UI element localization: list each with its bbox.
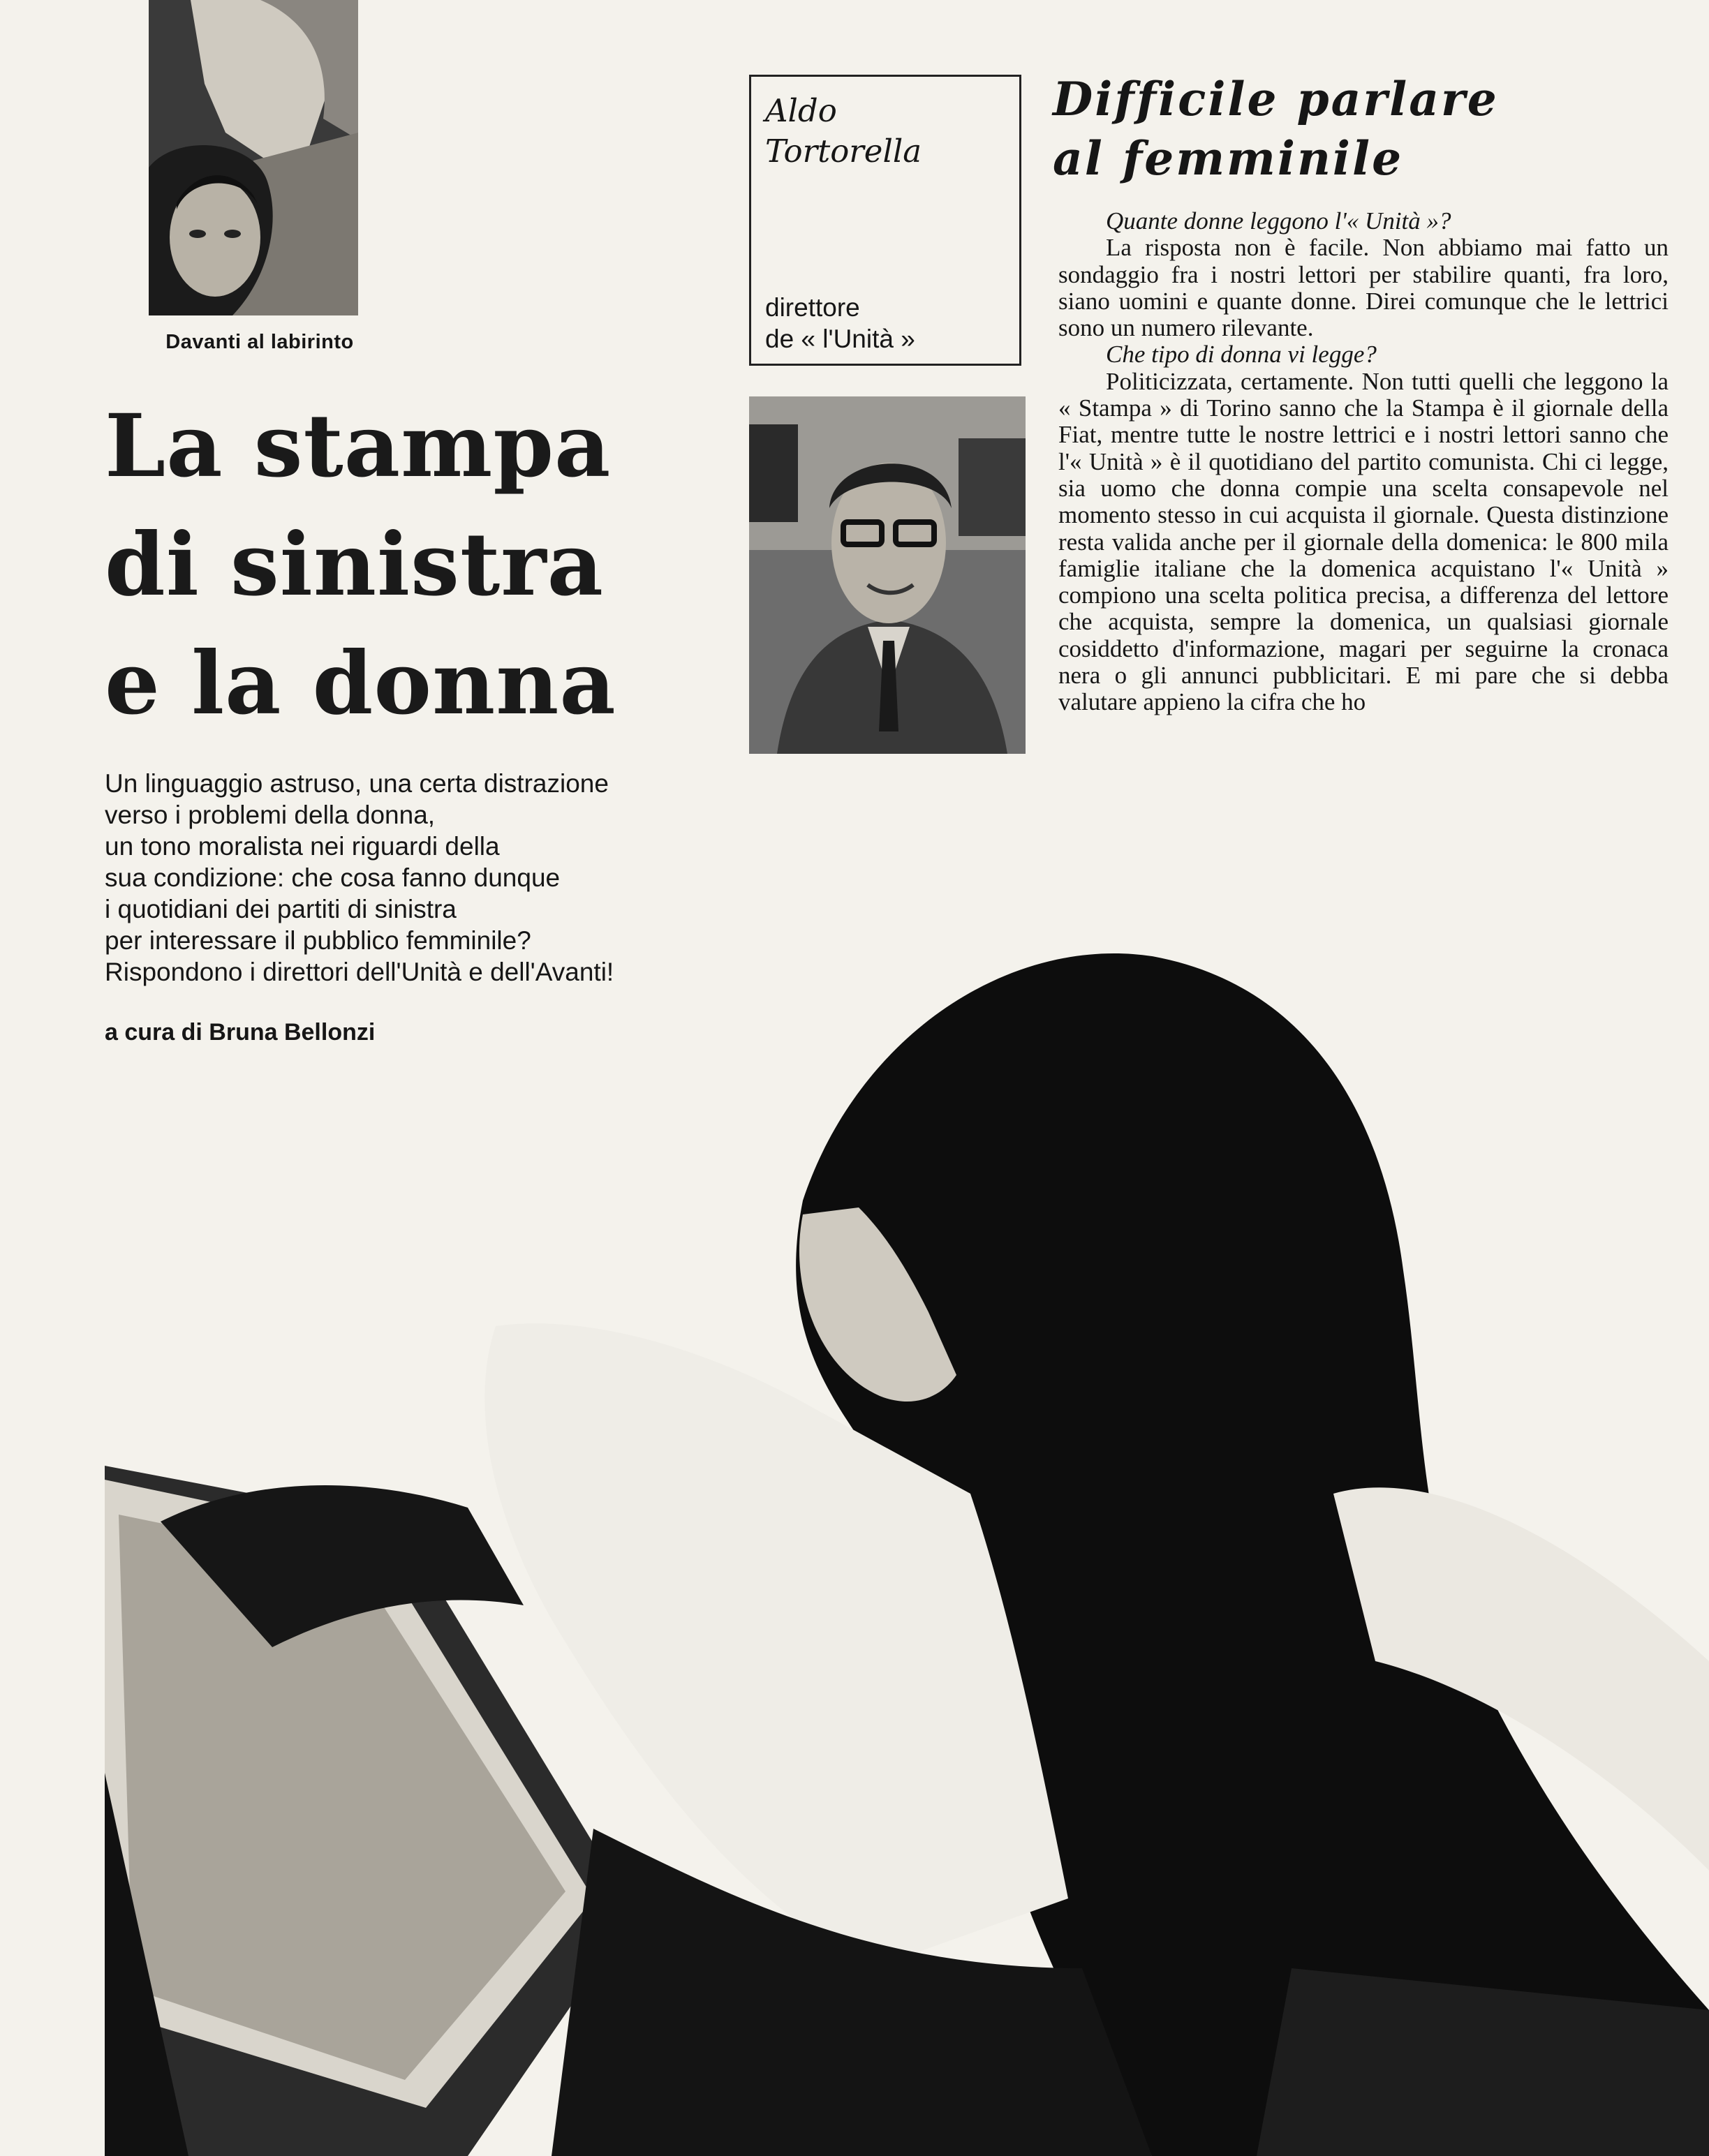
article-title-line-2: al femminile	[1053, 131, 1404, 186]
author-role	[765, 292, 915, 355]
standfirst-line: verso i problemi della donna,	[105, 801, 436, 829]
standfirst-line: i quotidiani dei partiti di sinistra	[105, 895, 457, 923]
standfirst-line: un tono moralista nei riguardi della	[105, 832, 500, 861]
interview-answer: La risposta non è facile. Non abbiamo mai fatto un sondaggio fra i nostri lettori per stabilire quanti, fra loro, siano uomini e quante donne. Direi comunque che le lettrici sono un numero rilevante.	[1058, 234, 1669, 342]
main-headline	[105, 387, 663, 743]
author-box	[749, 75, 1021, 366]
author-first-name: Aldo	[765, 92, 837, 129]
interview-question: Quante donne leggono l'« Unità »?	[1106, 207, 1451, 235]
author-role-line-2: de « l'Unità »	[765, 325, 915, 353]
headline-line-1: La stampa	[105, 396, 612, 497]
headline-line-2: di sinistra	[105, 514, 604, 616]
article-title-line-1: Difficile parlare	[1053, 72, 1499, 126]
standfirst-line: per interessare il pubblico femminile?	[105, 926, 531, 955]
author-last-name: Tortorella	[765, 133, 922, 170]
top-photo	[149, 0, 358, 315]
byline: a cura di Bruna Bellonzi	[105, 1019, 376, 1046]
standfirst-line: sua condizione: che cosa fanno dunque	[105, 863, 561, 892]
standfirst-line: Rispondono i direttori dell'Unità e dell'Avanti!	[105, 958, 614, 986]
author-name	[765, 91, 922, 172]
author-role-line-1: direttore	[765, 293, 860, 322]
article-title	[1053, 70, 1499, 188]
author-portrait	[749, 396, 1026, 754]
standfirst-line: Un linguaggio astruso, una certa distrazione	[105, 769, 609, 798]
article-body	[1058, 208, 1669, 716]
interview-answer: Politicizzata, certamente. Non tutti quelli che leggono la « Stampa » di Torino sanno che la Stampa è il giornale della Fiat, mentre tutte le nostre lettrici e i nostri lettori sanno che l'« Unità » è il quotidiano del partito comunista. Chi ci legge, sia uomo che donna compie una scelta consapevole nel momento stesso in cui acquista il giornale. Questa distinzione resta valida anche per il giornale della domenica: le 800 mila famiglie italiane che la domenica acquistano l'« Unità » compiono una scelta politica precisa, a differenza del lettore che acquista, sempre la domenica, un qualsiasi giornale cosiddetto d'informazione, magari per seguirne la cronaca nera o gli annunci pubblicitari. E mi pare che si debba valutare appieno la cifra che ho	[1058, 367, 1669, 716]
woman-reading-photo	[105, 782, 1709, 2156]
interview-question: Che tipo di donna vi legge?	[1106, 341, 1377, 369]
photo-caption: Davanti al labirinto	[165, 331, 354, 353]
headline-line-3: e la donna	[105, 633, 616, 734]
